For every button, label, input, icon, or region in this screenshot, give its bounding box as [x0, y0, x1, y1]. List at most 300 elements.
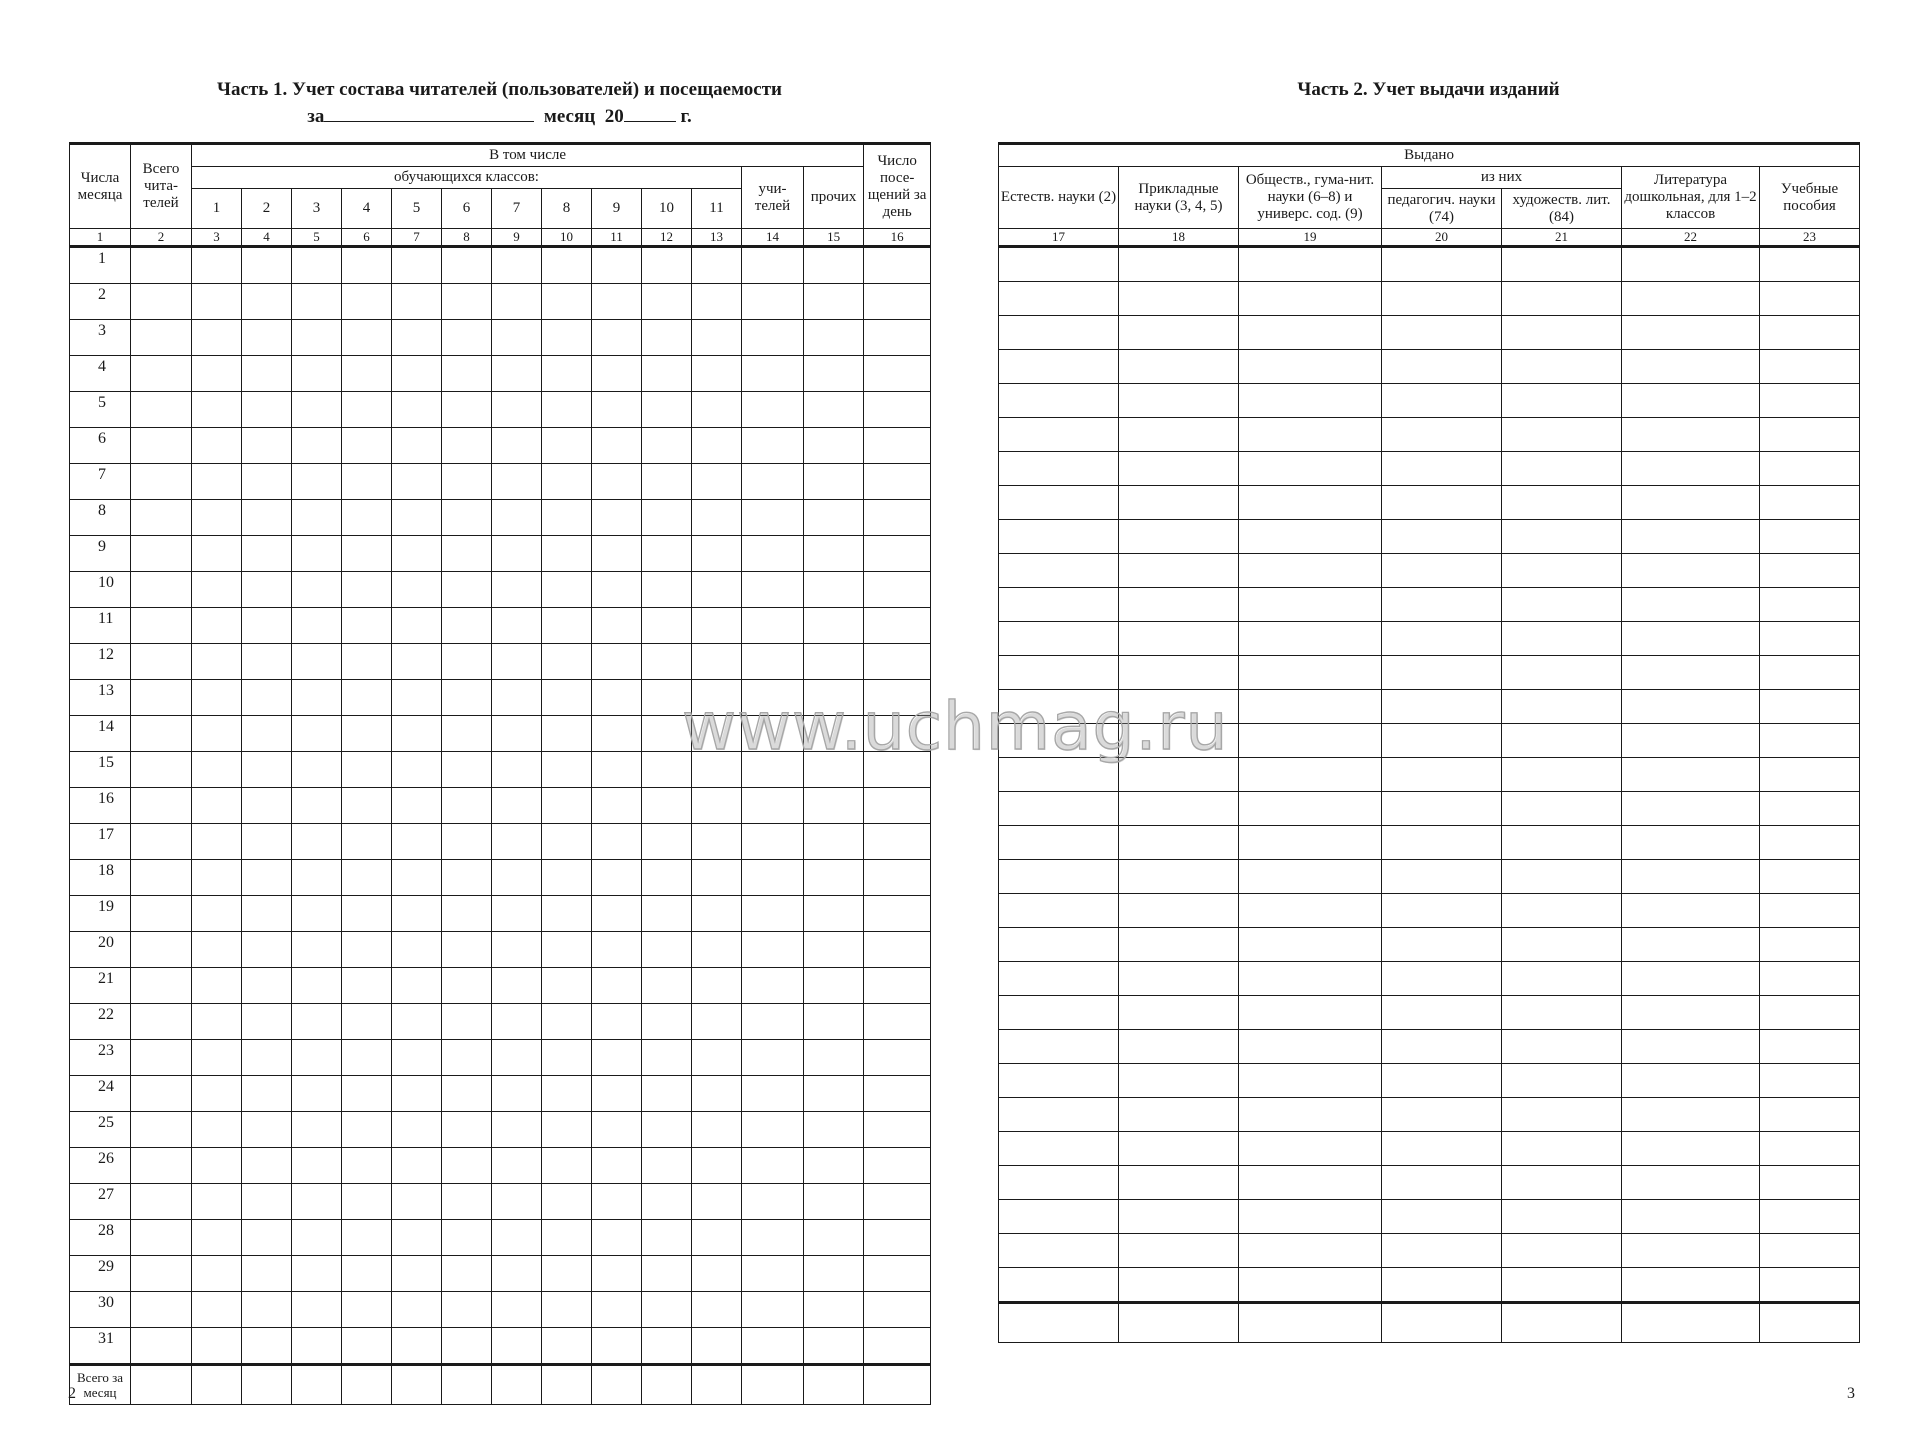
entry-cell[interactable] — [1119, 690, 1239, 724]
entry-cell[interactable] — [864, 752, 931, 788]
entry-cell[interactable] — [542, 284, 592, 320]
entry-cell[interactable] — [592, 1292, 642, 1328]
entry-cell[interactable] — [592, 1184, 642, 1220]
total-cell[interactable] — [592, 1365, 642, 1405]
entry-cell[interactable] — [1760, 554, 1860, 588]
entry-cell[interactable] — [864, 1184, 931, 1220]
entry-cell[interactable] — [242, 500, 292, 536]
entry-cell[interactable] — [242, 356, 292, 392]
entry-cell[interactable] — [864, 464, 931, 500]
entry-cell[interactable] — [492, 896, 542, 932]
entry-cell[interactable] — [1239, 860, 1382, 894]
entry-cell[interactable] — [242, 608, 292, 644]
entry-cell[interactable] — [1119, 554, 1239, 588]
entry-cell[interactable] — [242, 536, 292, 572]
entry-cell[interactable] — [292, 572, 342, 608]
entry-cell[interactable] — [442, 247, 492, 284]
entry-cell[interactable] — [1239, 520, 1382, 554]
entry-cell[interactable] — [131, 896, 192, 932]
entry-cell[interactable] — [242, 392, 292, 428]
entry-cell[interactable] — [692, 500, 742, 536]
entry-cell[interactable] — [292, 896, 342, 932]
entry-cell[interactable] — [742, 392, 804, 428]
entry-cell[interactable] — [1382, 520, 1502, 554]
entry-cell[interactable] — [292, 1328, 342, 1365]
entry-cell[interactable] — [999, 1132, 1119, 1166]
entry-cell[interactable] — [999, 1268, 1119, 1303]
total-cell[interactable] — [742, 1365, 804, 1405]
entry-cell[interactable] — [642, 788, 692, 824]
entry-cell[interactable] — [1119, 656, 1239, 690]
entry-cell[interactable] — [292, 1148, 342, 1184]
entry-cell[interactable] — [999, 486, 1119, 520]
entry-cell[interactable] — [131, 644, 192, 680]
entry-cell[interactable] — [642, 716, 692, 752]
entry-cell[interactable] — [864, 1112, 931, 1148]
entry-cell[interactable] — [1760, 350, 1860, 384]
entry-cell[interactable] — [742, 608, 804, 644]
entry-cell[interactable] — [1622, 316, 1760, 350]
entry-cell[interactable] — [1502, 1064, 1622, 1098]
entry-cell[interactable] — [1239, 282, 1382, 316]
entry-cell[interactable] — [642, 500, 692, 536]
entry-cell[interactable] — [192, 824, 242, 860]
total-cell[interactable] — [1239, 1303, 1382, 1343]
entry-cell[interactable] — [692, 247, 742, 284]
entry-cell[interactable] — [692, 716, 742, 752]
entry-cell[interactable] — [492, 392, 542, 428]
entry-cell[interactable] — [342, 284, 392, 320]
entry-cell[interactable] — [292, 464, 342, 500]
entry-cell[interactable] — [442, 1148, 492, 1184]
entry-cell[interactable] — [864, 788, 931, 824]
entry-cell[interactable] — [1239, 1268, 1382, 1303]
entry-cell[interactable] — [1119, 588, 1239, 622]
entry-cell[interactable] — [742, 860, 804, 896]
entry-cell[interactable] — [542, 428, 592, 464]
entry-cell[interactable] — [1760, 622, 1860, 656]
entry-cell[interactable] — [592, 1148, 642, 1184]
entry-cell[interactable] — [1239, 418, 1382, 452]
entry-cell[interactable] — [1382, 316, 1502, 350]
entry-cell[interactable] — [592, 896, 642, 932]
entry-cell[interactable] — [592, 247, 642, 284]
entry-cell[interactable] — [342, 788, 392, 824]
entry-cell[interactable] — [1760, 1064, 1860, 1098]
entry-cell[interactable] — [242, 1220, 292, 1256]
entry-cell[interactable] — [192, 428, 242, 464]
entry-cell[interactable] — [342, 752, 392, 788]
entry-cell[interactable] — [1502, 316, 1622, 350]
entry-cell[interactable] — [1502, 724, 1622, 758]
entry-cell[interactable] — [131, 320, 192, 356]
entry-cell[interactable] — [1760, 758, 1860, 792]
entry-cell[interactable] — [242, 716, 292, 752]
entry-cell[interactable] — [542, 824, 592, 860]
entry-cell[interactable] — [1760, 282, 1860, 316]
entry-cell[interactable] — [442, 1184, 492, 1220]
entry-cell[interactable] — [542, 1292, 592, 1328]
entry-cell[interactable] — [1760, 247, 1860, 282]
entry-cell[interactable] — [692, 572, 742, 608]
entry-cell[interactable] — [1502, 1268, 1622, 1303]
entry-cell[interactable] — [742, 680, 804, 716]
entry-cell[interactable] — [1239, 1132, 1382, 1166]
entry-cell[interactable] — [242, 572, 292, 608]
entry-cell[interactable] — [592, 788, 642, 824]
entry-cell[interactable] — [192, 1040, 242, 1076]
entry-cell[interactable] — [342, 608, 392, 644]
entry-cell[interactable] — [131, 680, 192, 716]
entry-cell[interactable] — [342, 1292, 392, 1328]
entry-cell[interactable] — [692, 1076, 742, 1112]
entry-cell[interactable] — [1239, 656, 1382, 690]
entry-cell[interactable] — [131, 788, 192, 824]
entry-cell[interactable] — [292, 860, 342, 896]
entry-cell[interactable] — [131, 716, 192, 752]
entry-cell[interactable] — [864, 968, 931, 1004]
entry-cell[interactable] — [592, 968, 642, 1004]
entry-cell[interactable] — [642, 572, 692, 608]
entry-cell[interactable] — [1502, 962, 1622, 996]
entry-cell[interactable] — [1760, 1098, 1860, 1132]
entry-cell[interactable] — [131, 1076, 192, 1112]
entry-cell[interactable] — [742, 752, 804, 788]
entry-cell[interactable] — [242, 1112, 292, 1148]
entry-cell[interactable] — [999, 826, 1119, 860]
entry-cell[interactable] — [1760, 486, 1860, 520]
entry-cell[interactable] — [804, 1220, 864, 1256]
entry-cell[interactable] — [999, 622, 1119, 656]
entry-cell[interactable] — [442, 1292, 492, 1328]
entry-cell[interactable] — [692, 1040, 742, 1076]
entry-cell[interactable] — [131, 392, 192, 428]
entry-cell[interactable] — [492, 356, 542, 392]
entry-cell[interactable] — [804, 860, 864, 896]
entry-cell[interactable] — [542, 392, 592, 428]
entry-cell[interactable] — [742, 968, 804, 1004]
entry-cell[interactable] — [442, 1076, 492, 1112]
entry-cell[interactable] — [1760, 1166, 1860, 1200]
total-cell[interactable] — [692, 1365, 742, 1405]
entry-cell[interactable] — [392, 536, 442, 572]
total-cell[interactable] — [1382, 1303, 1502, 1343]
entry-cell[interactable] — [1382, 894, 1502, 928]
entry-cell[interactable] — [864, 1076, 931, 1112]
entry-cell[interactable] — [742, 1292, 804, 1328]
total-cell[interactable] — [492, 1365, 542, 1405]
entry-cell[interactable] — [1239, 792, 1382, 826]
entry-cell[interactable] — [592, 1004, 642, 1040]
entry-cell[interactable] — [1239, 588, 1382, 622]
entry-cell[interactable] — [542, 1256, 592, 1292]
entry-cell[interactable] — [1622, 1200, 1760, 1234]
entry-cell[interactable] — [1382, 724, 1502, 758]
entry-cell[interactable] — [1502, 520, 1622, 554]
entry-cell[interactable] — [642, 608, 692, 644]
entry-cell[interactable] — [292, 716, 342, 752]
entry-cell[interactable] — [642, 247, 692, 284]
entry-cell[interactable] — [192, 536, 242, 572]
entry-cell[interactable] — [1382, 962, 1502, 996]
entry-cell[interactable] — [1622, 1166, 1760, 1200]
entry-cell[interactable] — [692, 608, 742, 644]
entry-cell[interactable] — [692, 1220, 742, 1256]
entry-cell[interactable] — [1239, 690, 1382, 724]
entry-cell[interactable] — [1760, 316, 1860, 350]
entry-cell[interactable] — [999, 894, 1119, 928]
entry-cell[interactable] — [242, 428, 292, 464]
entry-cell[interactable] — [1382, 486, 1502, 520]
entry-cell[interactable] — [592, 608, 642, 644]
entry-cell[interactable] — [999, 758, 1119, 792]
entry-cell[interactable] — [492, 536, 542, 572]
entry-cell[interactable] — [392, 824, 442, 860]
entry-cell[interactable] — [1622, 962, 1760, 996]
entry-cell[interactable] — [192, 572, 242, 608]
entry-cell[interactable] — [192, 788, 242, 824]
entry-cell[interactable] — [542, 608, 592, 644]
entry-cell[interactable] — [242, 824, 292, 860]
entry-cell[interactable] — [131, 608, 192, 644]
entry-cell[interactable] — [292, 1004, 342, 1040]
entry-cell[interactable] — [692, 680, 742, 716]
entry-cell[interactable] — [1239, 724, 1382, 758]
entry-cell[interactable] — [242, 680, 292, 716]
entry-cell[interactable] — [642, 932, 692, 968]
entry-cell[interactable] — [642, 320, 692, 356]
entry-cell[interactable] — [592, 1076, 642, 1112]
entry-cell[interactable] — [442, 284, 492, 320]
entry-cell[interactable] — [804, 392, 864, 428]
entry-cell[interactable] — [192, 1256, 242, 1292]
entry-cell[interactable] — [642, 644, 692, 680]
entry-cell[interactable] — [542, 1040, 592, 1076]
entry-cell[interactable] — [542, 536, 592, 572]
entry-cell[interactable] — [192, 1148, 242, 1184]
entry-cell[interactable] — [864, 536, 931, 572]
entry-cell[interactable] — [999, 656, 1119, 690]
entry-cell[interactable] — [692, 320, 742, 356]
entry-cell[interactable] — [1760, 1200, 1860, 1234]
entry-cell[interactable] — [292, 1040, 342, 1076]
entry-cell[interactable] — [292, 1256, 342, 1292]
entry-cell[interactable] — [192, 500, 242, 536]
entry-cell[interactable] — [1382, 1098, 1502, 1132]
entry-cell[interactable] — [592, 716, 642, 752]
entry-cell[interactable] — [1502, 1166, 1622, 1200]
entry-cell[interactable] — [642, 1328, 692, 1365]
entry-cell[interactable] — [1760, 724, 1860, 758]
entry-cell[interactable] — [864, 896, 931, 932]
entry-cell[interactable] — [292, 824, 342, 860]
entry-cell[interactable] — [692, 1256, 742, 1292]
entry-cell[interactable] — [392, 1184, 442, 1220]
entry-cell[interactable] — [292, 1112, 342, 1148]
entry-cell[interactable] — [392, 932, 442, 968]
entry-cell[interactable] — [131, 968, 192, 1004]
entry-cell[interactable] — [1382, 656, 1502, 690]
entry-cell[interactable] — [1119, 1030, 1239, 1064]
entry-cell[interactable] — [692, 356, 742, 392]
entry-cell[interactable] — [442, 1112, 492, 1148]
entry-cell[interactable] — [592, 860, 642, 896]
entry-cell[interactable] — [642, 752, 692, 788]
entry-cell[interactable] — [742, 247, 804, 284]
entry-cell[interactable] — [1622, 1132, 1760, 1166]
entry-cell[interactable] — [492, 1040, 542, 1076]
entry-cell[interactable] — [392, 752, 442, 788]
entry-cell[interactable] — [292, 247, 342, 284]
total-cell[interactable] — [804, 1365, 864, 1405]
entry-cell[interactable] — [131, 356, 192, 392]
entry-cell[interactable] — [742, 1040, 804, 1076]
entry-cell[interactable] — [592, 356, 642, 392]
entry-cell[interactable] — [1382, 928, 1502, 962]
entry-cell[interactable] — [1239, 1166, 1382, 1200]
entry-cell[interactable] — [242, 788, 292, 824]
entry-cell[interactable] — [392, 464, 442, 500]
entry-cell[interactable] — [804, 968, 864, 1004]
entry-cell[interactable] — [1382, 588, 1502, 622]
entry-cell[interactable] — [1760, 962, 1860, 996]
entry-cell[interactable] — [292, 644, 342, 680]
entry-cell[interactable] — [1760, 928, 1860, 962]
entry-cell[interactable] — [1119, 826, 1239, 860]
entry-cell[interactable] — [692, 1292, 742, 1328]
entry-cell[interactable] — [392, 356, 442, 392]
entry-cell[interactable] — [492, 1220, 542, 1256]
entry-cell[interactable] — [292, 320, 342, 356]
entry-cell[interactable] — [542, 1112, 592, 1148]
entry-cell[interactable] — [192, 680, 242, 716]
entry-cell[interactable] — [342, 1328, 392, 1365]
entry-cell[interactable] — [804, 1256, 864, 1292]
entry-cell[interactable] — [1382, 996, 1502, 1030]
entry-cell[interactable] — [242, 860, 292, 896]
entry-cell[interactable] — [492, 1112, 542, 1148]
entry-cell[interactable] — [592, 284, 642, 320]
entry-cell[interactable] — [642, 680, 692, 716]
entry-cell[interactable] — [804, 1292, 864, 1328]
entry-cell[interactable] — [804, 608, 864, 644]
entry-cell[interactable] — [492, 1148, 542, 1184]
entry-cell[interactable] — [999, 860, 1119, 894]
entry-cell[interactable] — [542, 356, 592, 392]
entry-cell[interactable] — [131, 284, 192, 320]
entry-cell[interactable] — [1760, 588, 1860, 622]
entry-cell[interactable] — [1622, 282, 1760, 316]
entry-cell[interactable] — [999, 1064, 1119, 1098]
entry-cell[interactable] — [542, 464, 592, 500]
entry-cell[interactable] — [742, 428, 804, 464]
entry-cell[interactable] — [242, 1292, 292, 1328]
entry-cell[interactable] — [131, 500, 192, 536]
entry-cell[interactable] — [692, 788, 742, 824]
entry-cell[interactable] — [392, 500, 442, 536]
entry-cell[interactable] — [342, 320, 392, 356]
entry-cell[interactable] — [492, 464, 542, 500]
entry-cell[interactable] — [1119, 1132, 1239, 1166]
entry-cell[interactable] — [192, 464, 242, 500]
entry-cell[interactable] — [742, 824, 804, 860]
entry-cell[interactable] — [442, 536, 492, 572]
entry-cell[interactable] — [292, 1292, 342, 1328]
entry-cell[interactable] — [1760, 860, 1860, 894]
entry-cell[interactable] — [392, 284, 442, 320]
entry-cell[interactable] — [804, 247, 864, 284]
entry-cell[interactable] — [742, 500, 804, 536]
entry-cell[interactable] — [1760, 1132, 1860, 1166]
entry-cell[interactable] — [642, 428, 692, 464]
entry-cell[interactable] — [692, 968, 742, 1004]
entry-cell[interactable] — [392, 968, 442, 1004]
entry-cell[interactable] — [592, 1040, 642, 1076]
entry-cell[interactable] — [592, 392, 642, 428]
entry-cell[interactable] — [864, 1220, 931, 1256]
entry-cell[interactable] — [192, 356, 242, 392]
entry-cell[interactable] — [1622, 1064, 1760, 1098]
entry-cell[interactable] — [864, 860, 931, 896]
entry-cell[interactable] — [342, 356, 392, 392]
entry-cell[interactable] — [692, 1184, 742, 1220]
entry-cell[interactable] — [1119, 1234, 1239, 1268]
entry-cell[interactable] — [492, 1076, 542, 1112]
entry-cell[interactable] — [592, 428, 642, 464]
entry-cell[interactable] — [442, 1328, 492, 1365]
entry-cell[interactable] — [1239, 1098, 1382, 1132]
entry-cell[interactable] — [1119, 758, 1239, 792]
entry-cell[interactable] — [864, 1256, 931, 1292]
total-cell[interactable] — [1119, 1303, 1239, 1343]
entry-cell[interactable] — [492, 716, 542, 752]
entry-cell[interactable] — [1119, 350, 1239, 384]
entry-cell[interactable] — [1622, 724, 1760, 758]
entry-cell[interactable] — [864, 1040, 931, 1076]
entry-cell[interactable] — [292, 968, 342, 1004]
entry-cell[interactable] — [864, 644, 931, 680]
entry-cell[interactable] — [342, 536, 392, 572]
entry-cell[interactable] — [592, 1220, 642, 1256]
entry-cell[interactable] — [392, 716, 442, 752]
entry-cell[interactable] — [1760, 656, 1860, 690]
entry-cell[interactable] — [442, 716, 492, 752]
total-cell[interactable] — [542, 1365, 592, 1405]
entry-cell[interactable] — [1502, 826, 1622, 860]
entry-cell[interactable] — [1622, 690, 1760, 724]
entry-cell[interactable] — [999, 350, 1119, 384]
entry-cell[interactable] — [342, 644, 392, 680]
entry-cell[interactable] — [804, 1328, 864, 1365]
entry-cell[interactable] — [542, 644, 592, 680]
entry-cell[interactable] — [804, 1148, 864, 1184]
entry-cell[interactable] — [1239, 384, 1382, 418]
entry-cell[interactable] — [292, 932, 342, 968]
entry-cell[interactable] — [1119, 247, 1239, 282]
entry-cell[interactable] — [742, 1256, 804, 1292]
entry-cell[interactable] — [1119, 1268, 1239, 1303]
entry-cell[interactable] — [392, 1292, 442, 1328]
entry-cell[interactable] — [242, 1328, 292, 1365]
entry-cell[interactable] — [999, 1234, 1119, 1268]
entry-cell[interactable] — [692, 1112, 742, 1148]
entry-cell[interactable] — [864, 500, 931, 536]
entry-cell[interactable] — [1239, 622, 1382, 656]
entry-cell[interactable] — [1502, 1234, 1622, 1268]
entry-cell[interactable] — [442, 500, 492, 536]
entry-cell[interactable] — [864, 392, 931, 428]
entry-cell[interactable] — [292, 608, 342, 644]
